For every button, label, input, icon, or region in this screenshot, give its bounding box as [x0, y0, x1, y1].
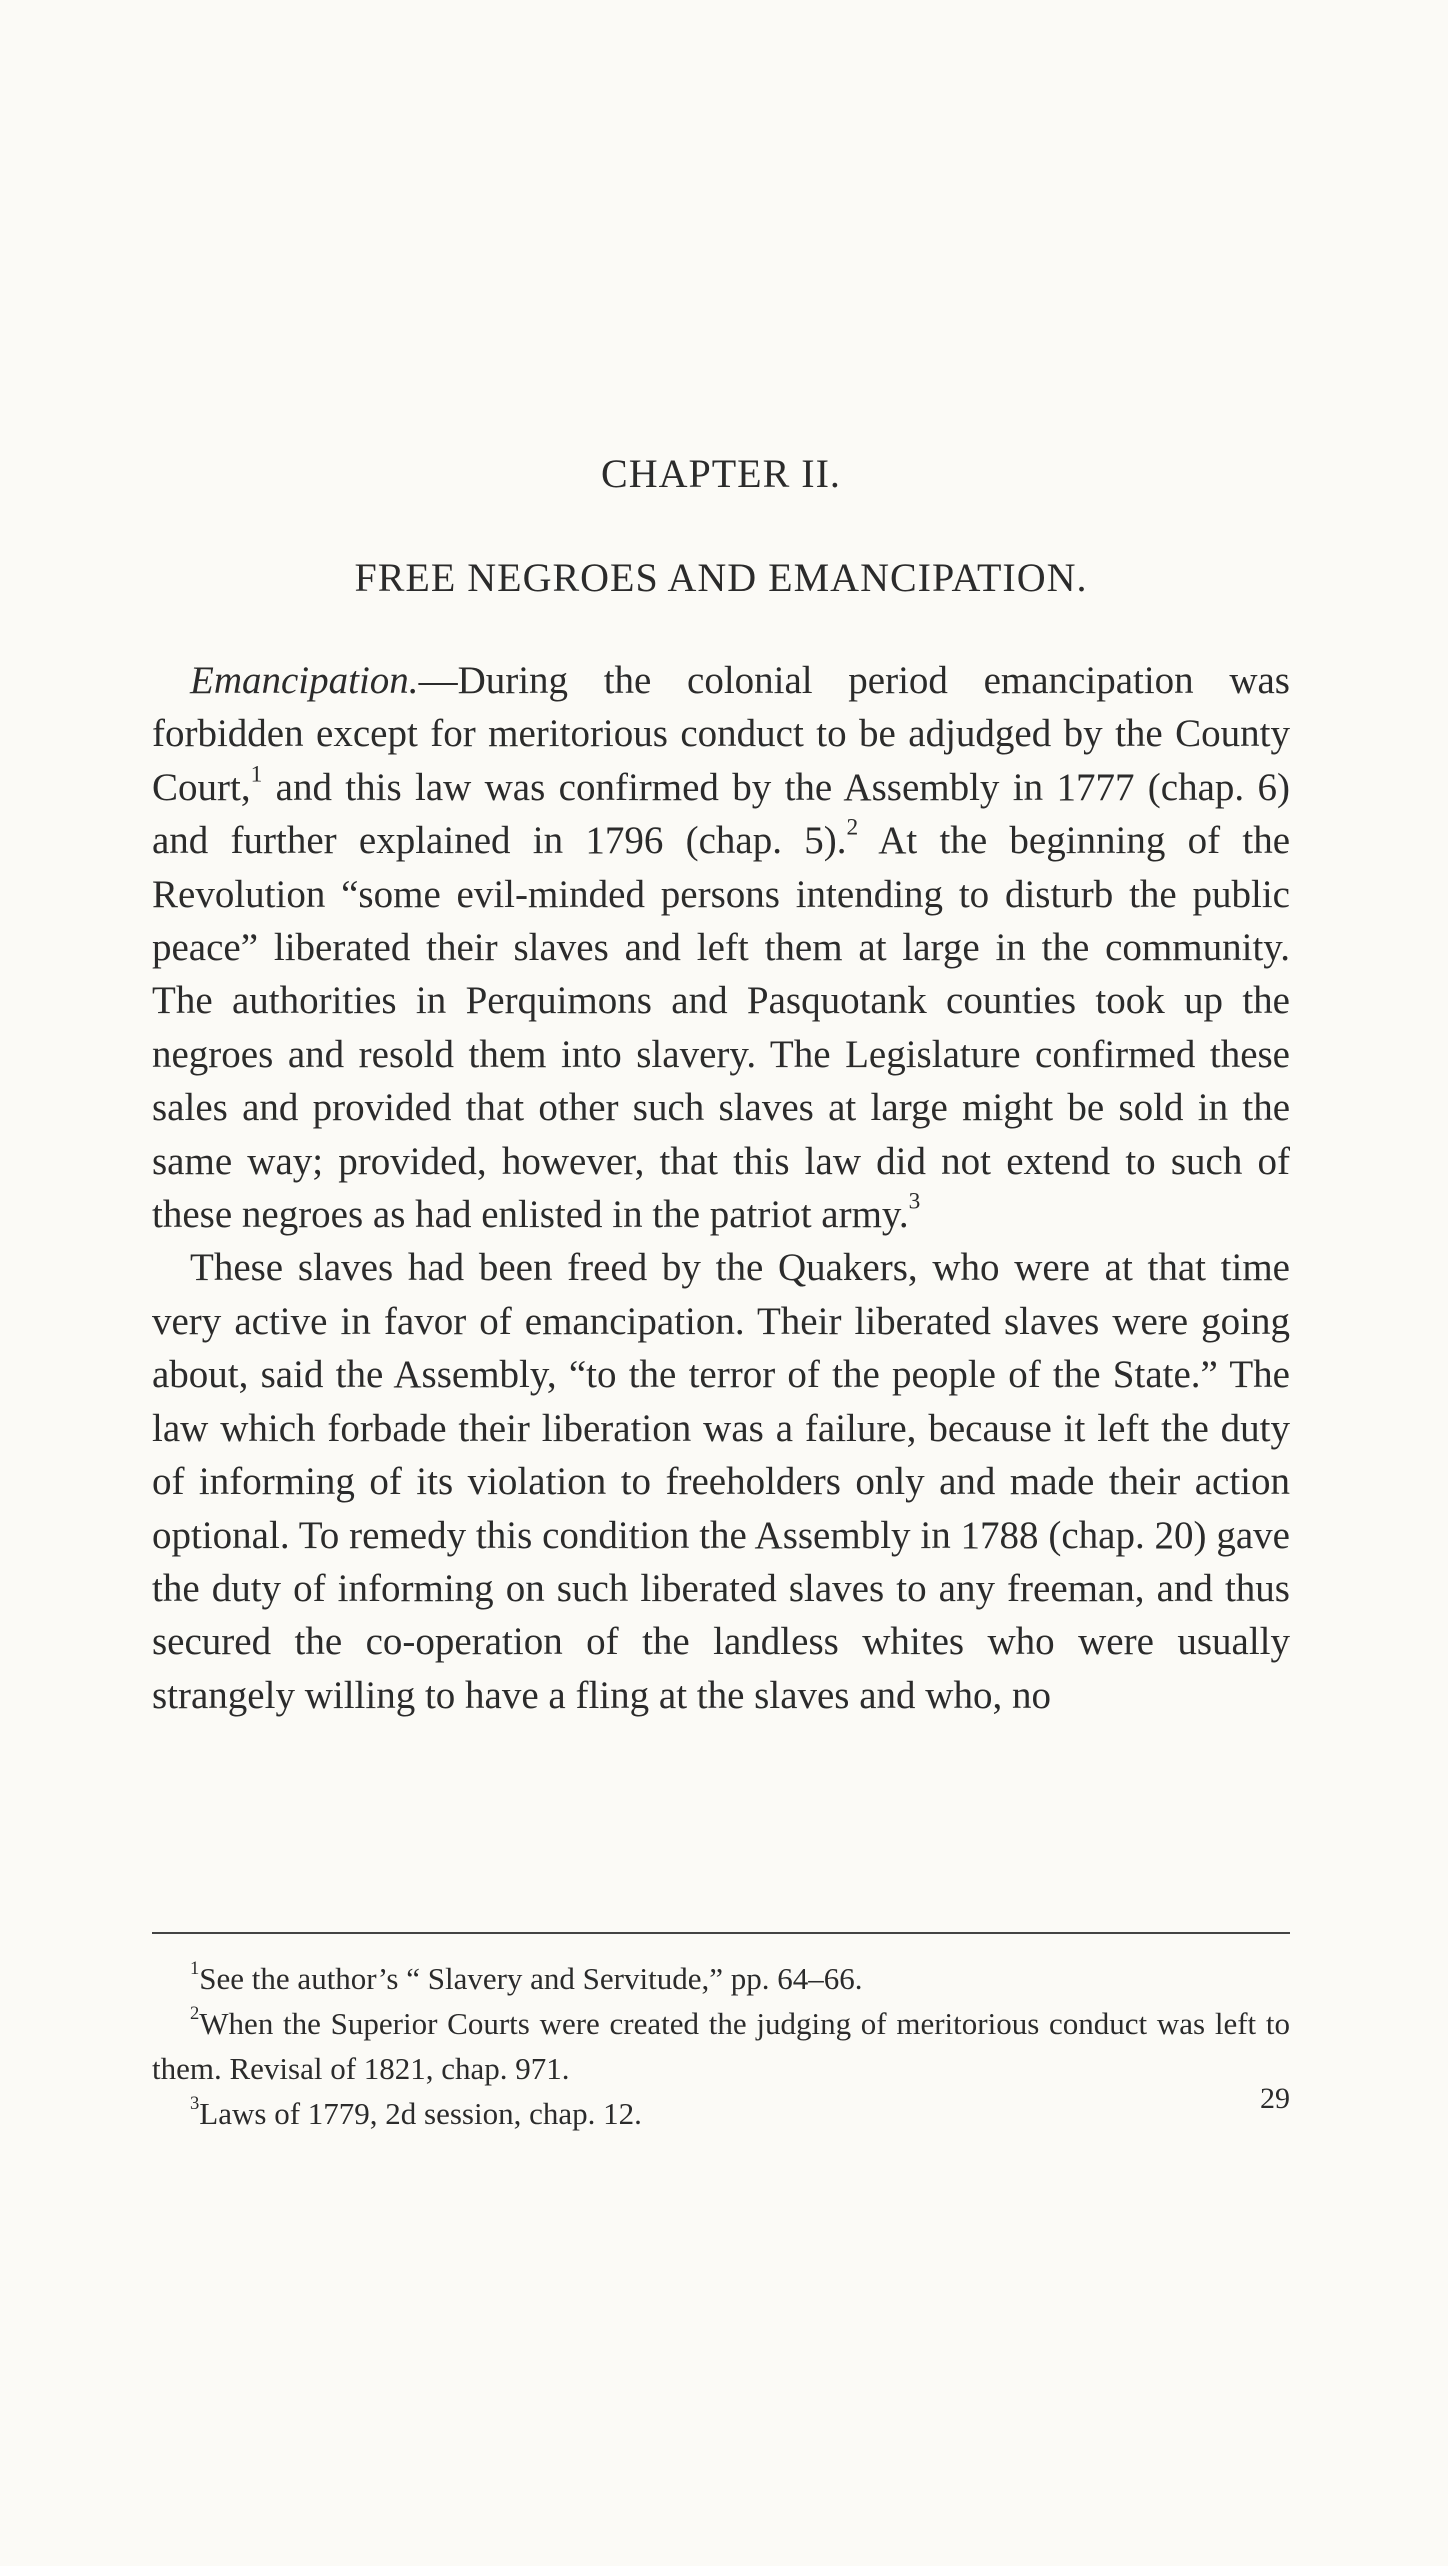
paragraph-emancipation [152, 654, 1290, 1241]
footnote-mark: 1 [190, 1958, 200, 1980]
footnote-2 [152, 2001, 1290, 2091]
footnote-1 [152, 1956, 1290, 2001]
paragraph-text: —During the colonial period emancipation was forbidden except for meritorious conduct to be adjudged by the County Court, [152, 659, 1290, 809]
section-heading-emancipation: Emancipation. [190, 659, 419, 702]
paragraph-quakers: These slaves had been freed by the Quakers, who were at that time very active in favor of emancipation. Their liberated slaves were going about, said the Assembly, “to the terror of the people of the State.” The law which forbade their liberation was a failure, because it left the duty of informing of its violation to freeholders only and made their action optional. To remedy this condition the Assembly in 1788 (chap. 20) gave the duty of informing on such liberated slaves to any freeman, and thus secured the co-operation of the landless whites who were usually strangely willing to have a fling at the slaves and who, no [152, 1246, 1290, 1717]
paragraph-text: and this law was confirmed by the Assembly in 1777 (chap. 6) and further explained in 1796 (chap. 5). [152, 765, 1290, 863]
footnote-text: When the Superior Courts were created the judging of meritorious conduct was left to them. Revisal of 1821, chap. 971. [152, 2006, 1290, 2086]
book-page [152, 0, 1290, 2566]
footnote-ref-2: 2 [846, 814, 859, 841]
paragraph-text: At the beginning of the Revolution “some evil-minded persons intending to disturb the public peace” liberated their slaves and left them at large in the community. The authorities in Perquimons and Pasquotank counties took up the negroes and resold them into slavery. The Legislature confirmed these sales and provided that other such slaves at large might be sold in the same way; provided, however, that this law did not extend to such of these negroes as had enlisted in the patriot army. [152, 819, 1291, 1237]
footnote-mark: 3 [190, 2093, 200, 2115]
page-number: 29 [1260, 2082, 1290, 2115]
chapter-title: FREE NEGROES AND EMANCIPATION. [354, 555, 1088, 600]
body-text [152, 654, 1290, 1722]
footnote-3 [152, 2091, 1290, 2136]
footnote-ref-1: 1 [250, 761, 263, 788]
footnote-ref-3: 3 [908, 1188, 921, 1215]
footnotes [152, 1956, 1290, 2136]
chapter-number: CHAPTER II. [601, 451, 841, 496]
footnote-mark: 2 [190, 2003, 200, 2025]
footnote-text: See the author’s “ Slavery and Servitude,” pp. 64–66. [199, 1961, 863, 1996]
footnote-text: Laws of 1779, 2d session, chap. 12. [199, 2096, 642, 2131]
footnote-divider [152, 1932, 1290, 1934]
